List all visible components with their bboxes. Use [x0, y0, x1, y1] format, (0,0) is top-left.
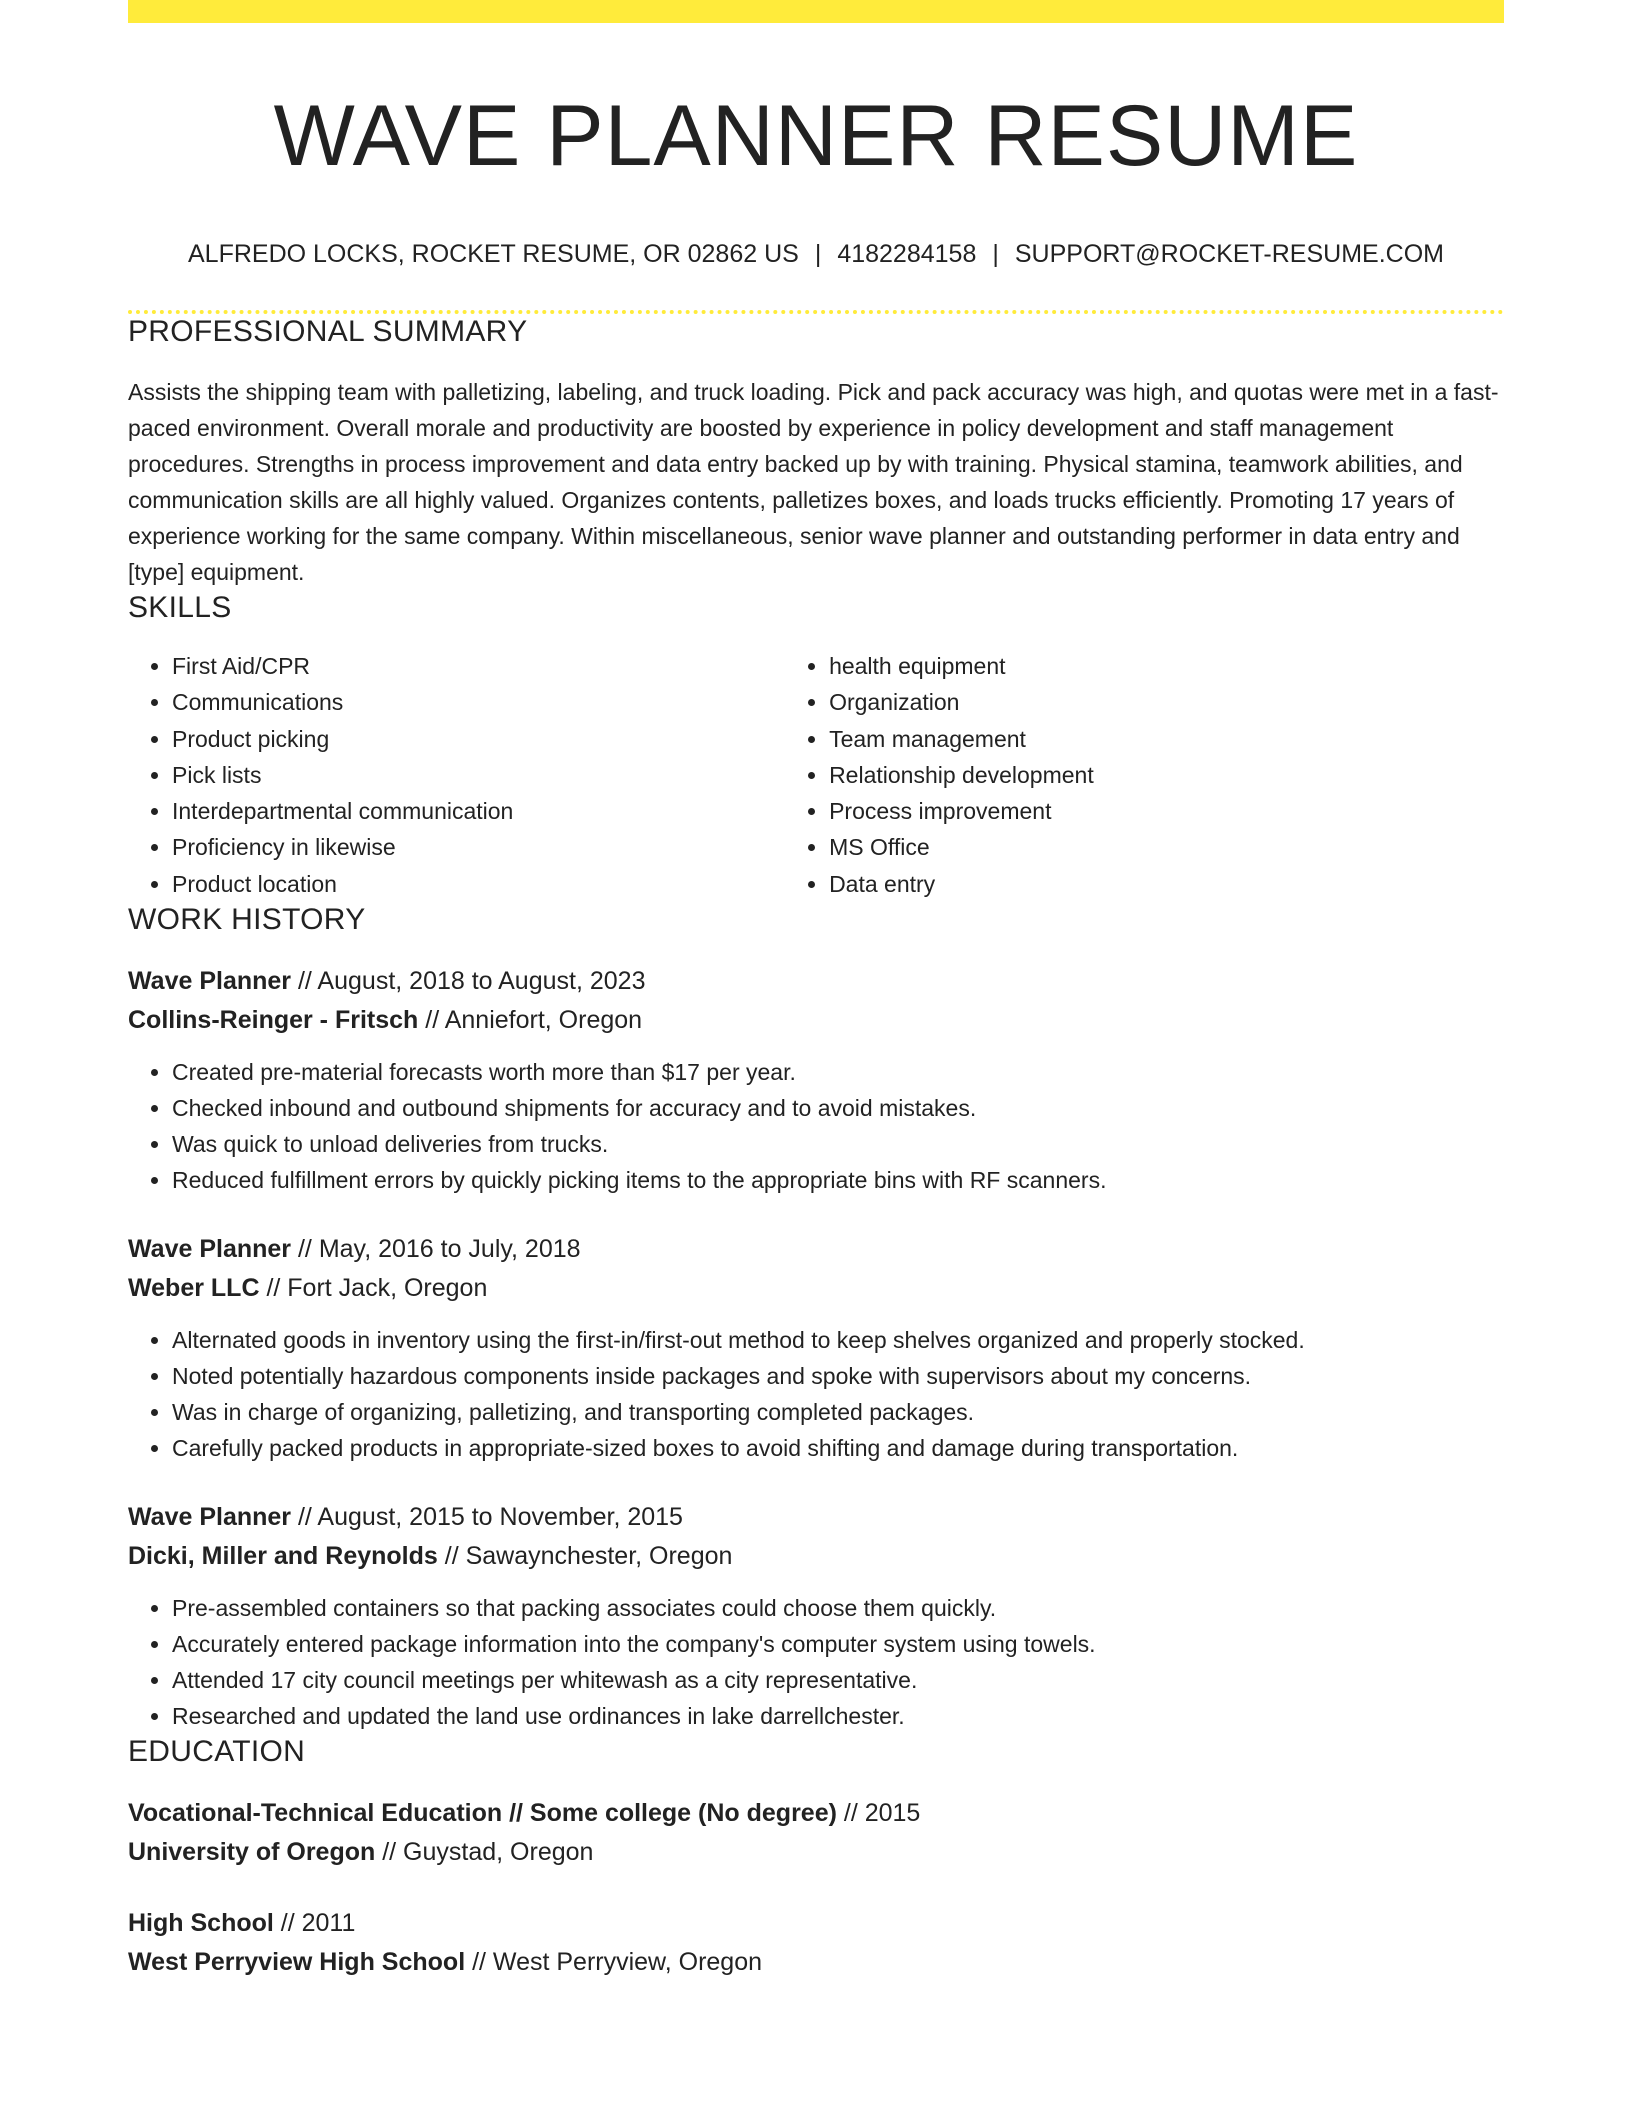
education-school: University of Oregon: [128, 1838, 376, 1867]
contact-line: [128, 238, 1504, 270]
job-bullets: [128, 1322, 1504, 1466]
job-location: // Fort Jack, Oregon: [259, 1274, 488, 1303]
contact-separator: |: [814, 240, 822, 268]
job-entry: [128, 1498, 1504, 1734]
job-title-line: [128, 1498, 1504, 1537]
education-location: // West Perryview, Oregon: [465, 1948, 763, 1977]
job-title: Wave Planner: [128, 967, 292, 996]
job-bullet: • Was in charge of organizing, palletizing, and transporting completed packages.: [172, 1394, 1504, 1430]
job-bullet: • Was quick to unload deliveries from trucks.: [172, 1126, 1504, 1162]
skill-item: • health equipment: [829, 648, 1504, 684]
skill-item: • Organization: [829, 684, 1504, 720]
job-bullet: • Alternated goods in inventory using the first-in/first-out method to keep shelves organized and properly stocked.: [172, 1322, 1504, 1358]
education-degree-line: [128, 1904, 1504, 1943]
work-history-heading: WORK HISTORY: [128, 903, 366, 937]
skill-item: • Data entry: [829, 866, 1504, 902]
job-location: // Sawaynchester, Oregon: [437, 1542, 733, 1571]
education-school: West Perryview High School: [128, 1948, 466, 1977]
job-company-line: [128, 1269, 1504, 1308]
job-company: Dicki, Miller and Reynolds: [128, 1542, 438, 1571]
summary-heading: PROFESSIONAL SUMMARY: [128, 315, 528, 348]
job-title-line: [128, 962, 1504, 1001]
skill-item: • Relationship development: [829, 757, 1504, 793]
job-bullet: • Checked inbound and outbound shipments for accuracy and to avoid mistakes.: [172, 1090, 1504, 1126]
job-bullet: • Attended 17 city council meetings per whitewash as a city representative.: [172, 1662, 1504, 1698]
education-location: // Guystad, Oregon: [375, 1838, 594, 1867]
education-degree-line: [128, 1794, 1504, 1833]
skill-item: • Proficiency in likewise: [172, 829, 785, 865]
education-entry: [128, 1904, 1504, 1982]
job-bullet: • Noted potentially hazardous components inside packages and spoke with supervisors about my concerns.: [172, 1358, 1504, 1394]
job-company: Weber LLC: [128, 1274, 260, 1303]
job-bullets: [128, 1590, 1504, 1734]
job-bullet: • Created pre-material forecasts worth more than $17 per year.: [172, 1054, 1504, 1090]
skill-item: • Product picking: [172, 721, 785, 757]
skill-item: • Team management: [829, 721, 1504, 757]
contact-address: ALFREDO LOCKS, ROCKET RESUME, OR 02862 US: [187, 240, 799, 268]
contact-phone: 4182284158: [837, 240, 977, 268]
job-bullets: [128, 1054, 1504, 1198]
education-heading: EDUCATION: [128, 1735, 306, 1769]
contact-separator: |: [992, 240, 999, 268]
skills-list: [128, 648, 1504, 902]
job-location: // Anniefort, Oregon: [418, 1006, 643, 1035]
job-title: Wave Planner: [128, 1235, 292, 1264]
job-entry: [128, 962, 1504, 1198]
job-bullet: • Carefully packed products in appropriate-sized boxes to avoid shifting and damage during transportation.: [172, 1430, 1504, 1466]
skills-column-right: [785, 648, 1504, 902]
skill-item: • First Aid/CPR: [172, 648, 785, 684]
job-title-line: [128, 1230, 1504, 1269]
education-year: // 2011: [273, 1909, 356, 1938]
job-dates: // May, 2016 to July, 2018: [291, 1235, 581, 1264]
skill-item: • Pick lists: [172, 757, 785, 793]
resume-title: WAVE PLANNER RESUME: [273, 88, 1359, 184]
job-bullet: • Researched and updated the land use ordinances in lake darrellchester.: [172, 1698, 1504, 1734]
skill-item: • Product location: [172, 866, 785, 902]
summary-text: Assists the shipping team with palletizing, labeling, and truck loading. Pick and pack accuracy was high, and quotas were met in a fast-paced environment. Overall morale and productivity are boosted by experience in policy development and staff management procedures. Strengths in process improvement and data entry backed up by with training. Physical stamina, teamwork abilities, and communication skills are all highly valued. Organizes contents, palletizes boxes, and loads trucks efficiently. Promoting 17 years of experience working for the same company. Within miscellaneous, senior wave planner and outstanding performer in data entry and [type] equipment.: [128, 379, 1499, 585]
education-entry: [128, 1794, 1504, 1872]
education-school-line: [128, 1943, 1504, 1982]
skills-column-left: [128, 648, 785, 902]
skill-item: • MS Office: [829, 829, 1504, 865]
education-degree: Vocational-Technical Education // Some college (No degree): [128, 1799, 837, 1828]
job-title: Wave Planner: [128, 1503, 292, 1532]
education-school-line: [128, 1833, 1504, 1872]
skill-item: • Communications: [172, 684, 785, 720]
top-accent-bar: [128, 0, 1504, 23]
job-bullet: • Accurately entered package information into the company's computer system using towels.: [172, 1626, 1504, 1662]
skill-item: • Interdepartmental communication: [172, 793, 785, 829]
job-dates: // August, 2018 to August, 2023: [291, 967, 646, 996]
job-bullet: • Reduced fulfillment errors by quickly picking items to the appropriate bins with RF scanners.: [172, 1162, 1504, 1198]
resume-page: [128, 0, 1504, 1982]
education-degree: High School: [128, 1909, 274, 1938]
job-entry: [128, 1230, 1504, 1466]
job-bullet: • Pre-assembled containers so that packing associates could choose them quickly.: [172, 1590, 1504, 1626]
job-company-line: [128, 1001, 1504, 1040]
job-dates: // August, 2015 to November, 2015: [291, 1503, 683, 1532]
skill-item: • Process improvement: [829, 793, 1504, 829]
skills-heading: SKILLS: [128, 591, 232, 624]
education-year: // 2015: [836, 1799, 921, 1828]
job-company-line: [128, 1537, 1504, 1576]
contact-email: SUPPORT@ROCKET-RESUME.COM: [1014, 240, 1444, 268]
job-company: Collins-Reinger - Fritsch: [128, 1006, 419, 1035]
